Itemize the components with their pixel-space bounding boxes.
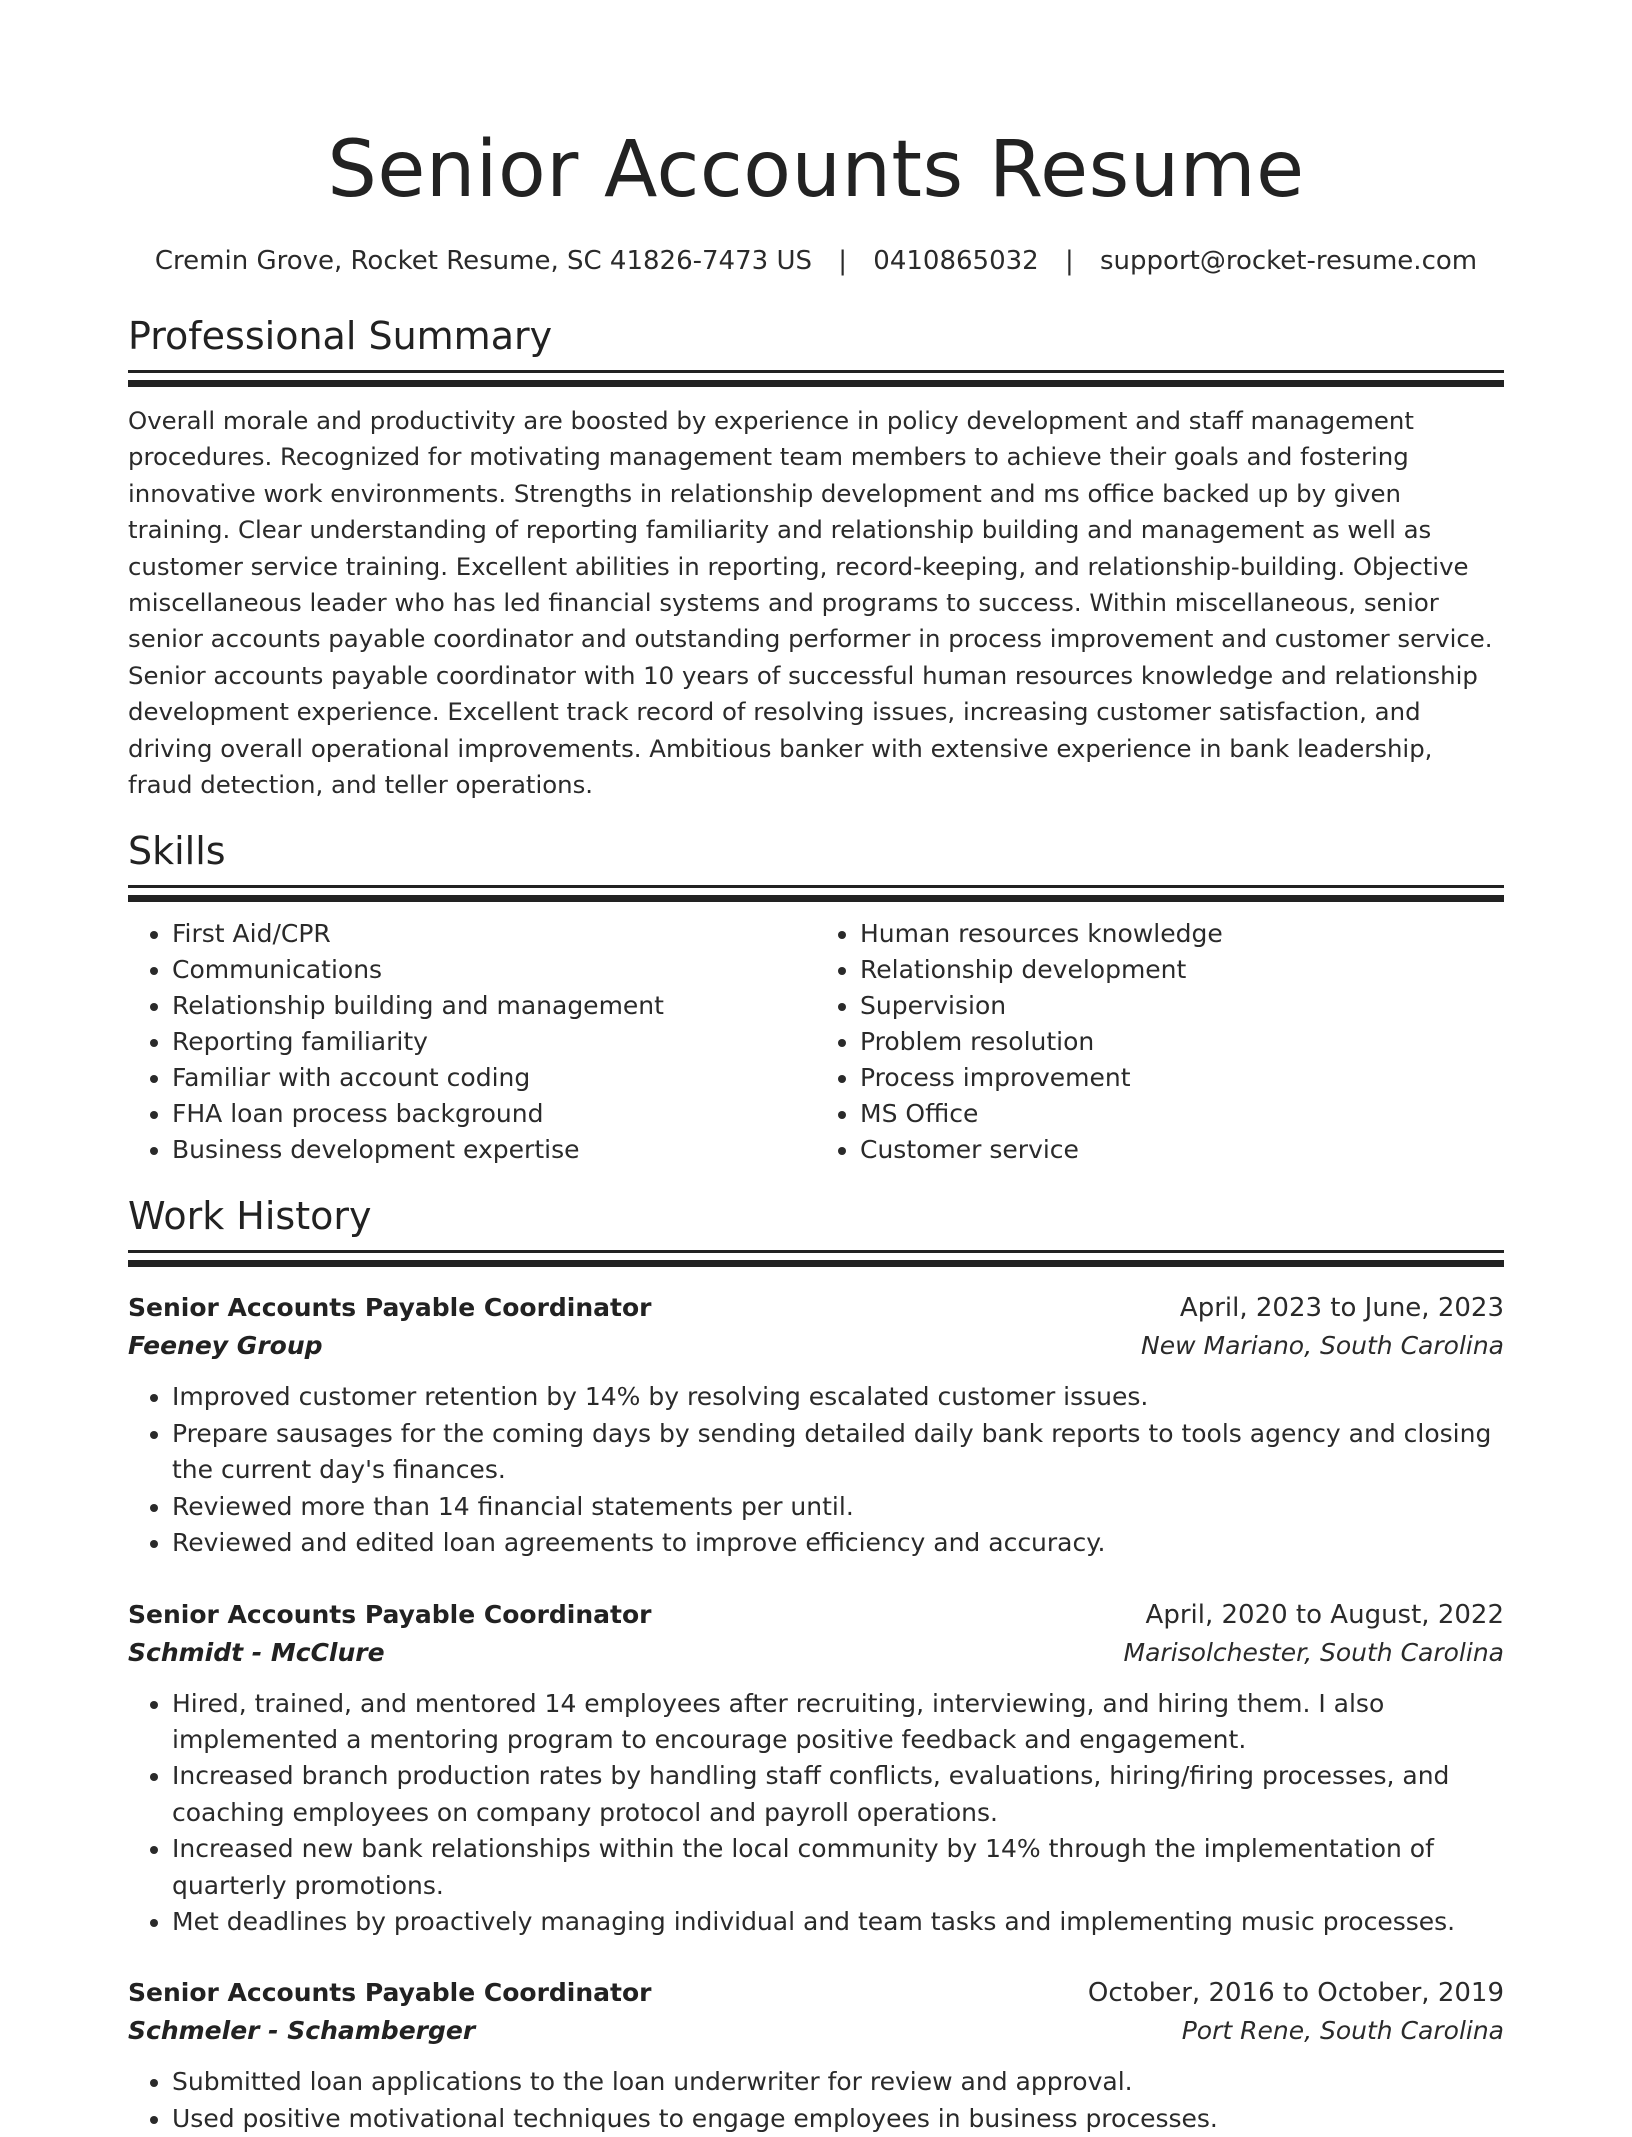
- section-divider-thick: [128, 895, 1504, 902]
- job-dates: October, 2016 to October, 2019: [1087, 1978, 1504, 2009]
- job-title: Senior Accounts Payable Coordinator: [128, 1978, 652, 2008]
- section-divider-thick: [128, 1260, 1504, 1267]
- section-title-summary: Professional Summary: [128, 314, 553, 358]
- job-location: Port Rene, South Carolina: [1181, 2016, 1504, 2046]
- skill-item: • First Aid/CPR: [172, 916, 816, 952]
- job-header-row: [128, 1289, 1504, 1327]
- skill-item: • Relationship building and management: [172, 988, 816, 1024]
- job-bullet: • Met deadlines by proactively managing individual and team tasks and implementing music processes.: [172, 1904, 1504, 1940]
- job-location: Marisolchester, South Carolina: [1123, 1637, 1504, 1667]
- job-company: Schmidt - McClure: [128, 1637, 385, 1667]
- section-divider: [128, 885, 1504, 888]
- skills-list-left: [128, 916, 816, 1168]
- contact-email: support@rocket-resume.com: [1100, 246, 1478, 276]
- skill-item: • Familiar with account coding: [172, 1060, 816, 1096]
- job-bullet: • Hired, trained, and mentored 14 employees after recruiting, interviewing, and hiring them. I also implemented a mentoring program to encourage positive feedback and engagement.: [172, 1686, 1504, 1759]
- job-entry: [128, 1289, 1504, 1561]
- job-entry: [128, 1974, 1504, 2137]
- skill-item: • Supervision: [860, 988, 1504, 1024]
- job-bullet: • Prepare sausages for the coming days by sending detailed daily bank reports to tools agency and closing the current day's finances.: [172, 1416, 1504, 1489]
- contact-separator: |: [1064, 246, 1074, 276]
- skill-item: • FHA loan process background: [172, 1096, 816, 1132]
- skill-item: • Communications: [172, 952, 816, 988]
- job-bullet: • Used positive motivational techniques to engage employees in business processes.: [172, 2101, 1504, 2137]
- skills-list-right: [816, 916, 1504, 1168]
- skill-item: • Reporting familiarity: [172, 1024, 816, 1060]
- skill-item: • Problem resolution: [860, 1024, 1504, 1060]
- job-dates: April, 2020 to August, 2022: [1145, 1599, 1504, 1630]
- job-entry: [128, 1596, 1504, 1941]
- job-location: New Mariano, South Carolina: [1141, 1331, 1504, 1361]
- job-bullet: • Reviewed more than 14 financial statements per until.: [172, 1489, 1504, 1525]
- skills-columns: [128, 916, 1504, 1168]
- skill-item: • MS Office: [860, 1096, 1504, 1132]
- professional-summary-section: [128, 312, 1504, 803]
- resume-title: Senior Accounts Resume: [327, 125, 1305, 215]
- job-dates: April, 2023 to June, 2023: [1179, 1293, 1504, 1324]
- contact-phone: 0410865032: [873, 246, 1039, 276]
- job-company-row: [128, 1634, 1504, 1672]
- job-header-row: [128, 1974, 1504, 2012]
- job-header-row: [128, 1596, 1504, 1634]
- skill-item: • Relationship development: [860, 952, 1504, 988]
- job-bullet: • Increased new bank relationships within the local community by 14% through the implementation of quarterly promotions.: [172, 1831, 1504, 1904]
- section-divider: [128, 370, 1504, 373]
- skill-item: • Customer service: [860, 1132, 1504, 1168]
- job-bullet: • Submitted loan applications to the loan underwriter for review and approval.: [172, 2064, 1504, 2100]
- job-bullet: • Reviewed and edited loan agreements to improve efficiency and accuracy.: [172, 1525, 1504, 1561]
- section-divider: [128, 1250, 1504, 1253]
- summary-text: Overall morale and productivity are boosted by experience in policy development and staff management procedures. Recognized for motivating management team members to achieve their goals and fostering innovative work environments. Strengths in relationship development and ms office backed up by given training. Clear understanding of reporting familiarity and relationship building and management as well as customer service training. Excellent abilities in reporting, record-keeping, and relationship-building. Objective miscellaneous leader who has led financial systems and programs to success. Within miscellaneous, senior senior accounts payable coordinator and outstanding performer in process improvement and customer service. Senior accounts payable coordinator with 10 years of successful human resources knowledge and relationship development experience. Excellent track record of resolving issues, increasing customer satisfaction, and driving overall operational improvements. Ambitious banker with extensive experience in bank leadership, fraud detection, and teller operations.: [128, 406, 1493, 800]
- job-title: Senior Accounts Payable Coordinator: [128, 1293, 652, 1323]
- contact-line: [128, 244, 1504, 278]
- section-title-skills: Skills: [128, 829, 226, 874]
- skill-item: • Process improvement: [860, 1060, 1504, 1096]
- job-bullet: • Improved customer retention by 14% by resolving escalated customer issues.: [172, 1379, 1504, 1415]
- job-bullet: • Increased branch production rates by handling staff conflicts, evaluations, hiring/firing processes, and coaching employees on company protocol and payroll operations.: [172, 1758, 1504, 1831]
- job-company-row: [128, 2012, 1504, 2050]
- job-bullets: [128, 1686, 1504, 1941]
- skills-section: [128, 827, 1504, 1168]
- skill-item: • Human resources knowledge: [860, 916, 1504, 952]
- job-title: Senior Accounts Payable Coordinator: [128, 1599, 652, 1629]
- job-bullets: [128, 1379, 1504, 1561]
- section-divider-thick: [128, 380, 1504, 387]
- contact-separator: |: [838, 246, 848, 276]
- contact-address: Cremin Grove, Rocket Resume, SC 41826-7473 US: [154, 246, 812, 276]
- work-history-section: [128, 1192, 1504, 2137]
- job-company-row: [128, 1327, 1504, 1365]
- job-company: Schmeler - Schamberger: [128, 2016, 476, 2046]
- section-title-work-history: Work History: [128, 1194, 372, 1239]
- skill-item: • Business development expertise: [172, 1132, 816, 1168]
- job-company: Feeney Group: [128, 1331, 323, 1361]
- resume-page: [128, 0, 1504, 2137]
- job-bullets: [128, 2064, 1504, 2137]
